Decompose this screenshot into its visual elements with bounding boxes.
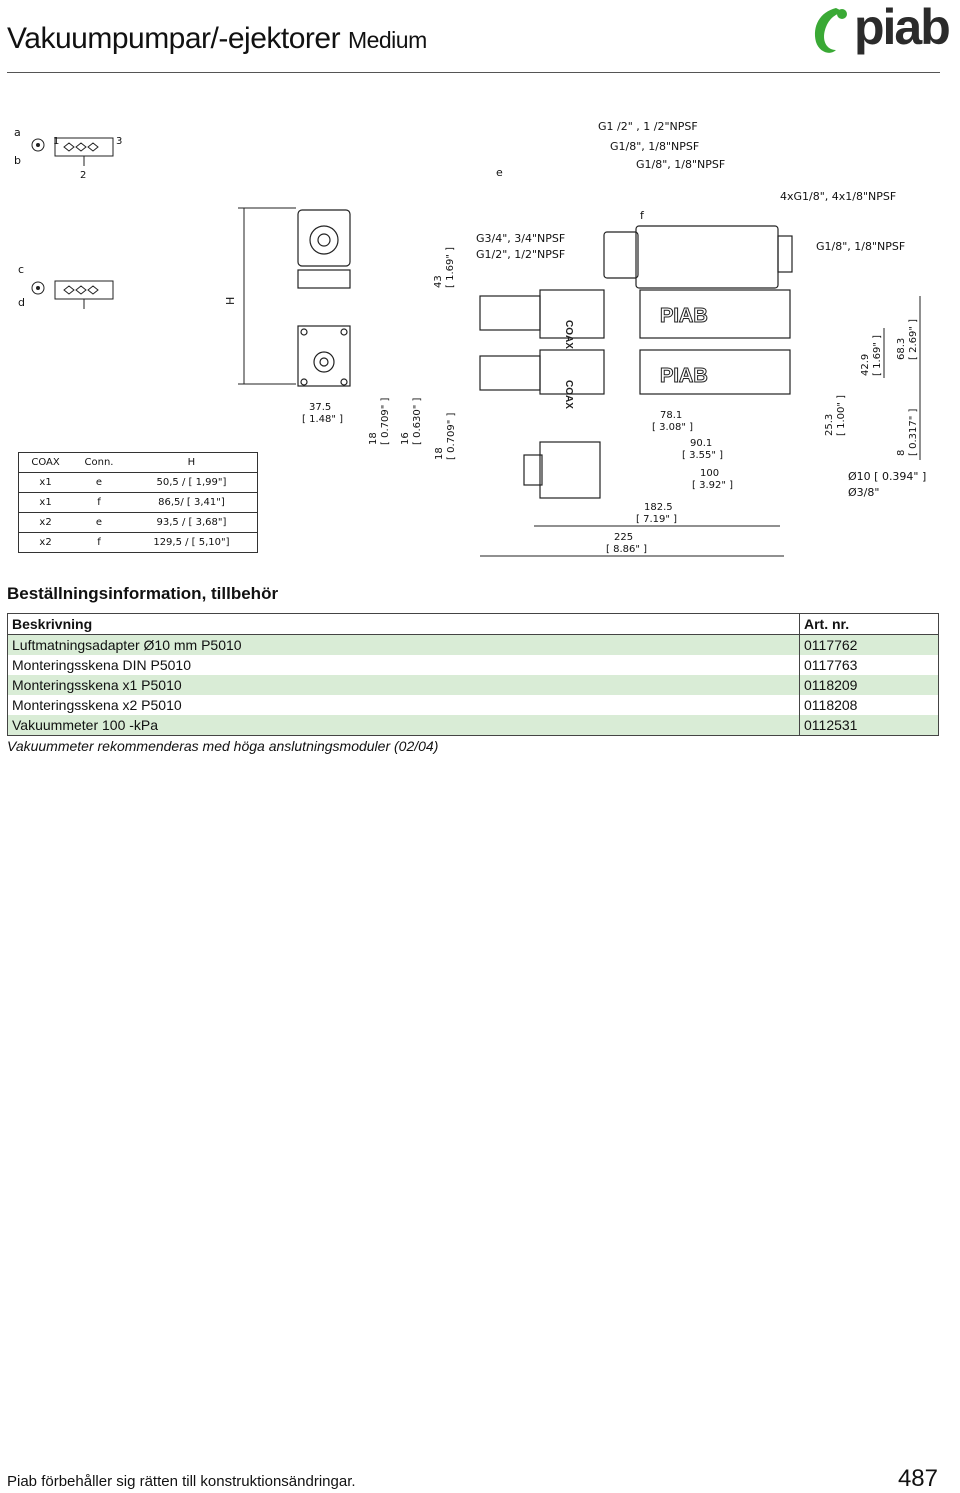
coax-header-conn: Conn.: [72, 453, 126, 473]
coax-table-row: [19, 493, 258, 513]
dim-225-inch: [ 8.86" ]: [606, 544, 648, 555]
table-row: [8, 655, 939, 675]
title-subtitle: Medium: [347, 27, 427, 53]
dim-37-5-inch: [ 1.48" ]: [302, 414, 344, 425]
coax-table-row: [19, 533, 258, 553]
dim-68-3-inch: [ 2.69" ]: [908, 318, 919, 360]
dim-42-9-inch: [ 1.69" ]: [872, 334, 883, 376]
coax-cell: x2: [19, 513, 73, 533]
symbol-label-c: c: [18, 263, 25, 276]
logo-wordmark: piab: [854, 0, 949, 55]
dim-25-3-inch: [ 1.00" ]: [836, 394, 847, 436]
header-description: Beskrivning: [8, 614, 800, 635]
coax-height-table: [18, 452, 258, 553]
dim-18: 18: [368, 432, 379, 445]
callout-g12: G1 /2" , 1 /2"NPSF: [598, 120, 698, 133]
callout-g18c: G1/8", 1/8"NPSF: [816, 240, 906, 253]
port-e-label: e: [496, 166, 503, 179]
row-description: Monteringsskena x2 P5010: [8, 695, 800, 715]
callout-g18b: G1/8", 1/8"NPSF: [636, 158, 726, 171]
row-description: Luftmatningsadapter Ø10 mm P5010: [8, 635, 800, 656]
main-pump-body: [480, 226, 792, 498]
coax-cell: 129,5 / [ 5,10"]: [126, 533, 258, 553]
coax-header-coax: COAX: [19, 453, 73, 473]
dim-90-1-inch: [ 3.55" ]: [682, 450, 724, 461]
coax-mark-1: COAX: [563, 320, 574, 349]
coax-cell: 93,5 / [ 3,68"]: [126, 513, 258, 533]
dim-182-5: 182.5: [644, 502, 673, 513]
row-description: Vakuummeter 100 -kPa: [8, 715, 800, 736]
dim-182-5-inch: [ 7.19" ]: [636, 514, 678, 525]
coax-header-h: H: [126, 453, 258, 473]
row-art-nr: 0117763: [800, 655, 939, 675]
dim-100-inch: [ 3.92" ]: [692, 480, 734, 491]
dim-225: 225: [614, 532, 634, 543]
symbol-label-d: d: [18, 296, 25, 309]
header-art-nr: Art. nr.: [800, 614, 939, 635]
coax-cell: x2: [19, 533, 73, 553]
callout-g18a: G1/8", 1/8"NPSF: [610, 140, 700, 153]
dim-16-inch: [ 0.630" ]: [412, 397, 423, 445]
table-row: [8, 715, 939, 736]
coax-cell: x1: [19, 493, 73, 513]
coax-mark-2: COAX: [563, 380, 574, 409]
dim-100: 100: [700, 468, 720, 479]
coax-cell: e: [72, 473, 126, 493]
table-note: Vakuummeter rekommenderas med höga anslutningsmoduler (02/04): [7, 738, 439, 754]
dim-78-1-inch: [ 3.08" ]: [652, 422, 694, 433]
dim-8-inch: [ 0.317" ]: [908, 408, 919, 456]
dim-18b-inch: [ 0.709" ]: [446, 412, 457, 460]
row-description: Monteringsskena x1 P5010: [8, 675, 800, 695]
coax-table-row: [19, 473, 258, 493]
row-art-nr: 0118208: [800, 695, 939, 715]
row-description: Monteringsskena DIN P5010: [8, 655, 800, 675]
dim-43-inch: [ 1.69" ]: [445, 246, 456, 288]
dim-78-1: 78.1: [660, 410, 683, 421]
piab-logo: [806, 0, 958, 58]
footer-disclaimer: Piab förbehåller sig rätten till konstruktionsändringar.: [7, 1473, 356, 1490]
piab-mark-2: PIAB: [660, 365, 708, 387]
order-table: [7, 613, 939, 736]
port-f-label: f: [640, 209, 644, 222]
table-row: [8, 695, 939, 715]
logo-swoosh-icon: [806, 4, 856, 58]
header-divider: [7, 72, 940, 73]
table-row: [8, 675, 939, 695]
section-title: Beställningsinformation, tillbehör: [7, 584, 279, 603]
order-table-header: [8, 614, 939, 635]
callout-4x: 4xG1/8", 4x1/8"NPSF: [780, 190, 897, 203]
coax-cell: 86,5/ [ 3,41"]: [126, 493, 258, 513]
pneumatic-symbol-cd: [32, 281, 113, 309]
coax-cell: x1: [19, 473, 73, 493]
coax-table-row: [19, 513, 258, 533]
symbol-port-2: 2: [80, 170, 87, 181]
callout-phi38: Ø3/8": [848, 486, 880, 499]
coax-cell: 50,5 / [ 1,99"]: [126, 473, 258, 493]
table-row: [8, 635, 939, 656]
dim-90-1: 90.1: [690, 438, 713, 449]
dim-43: 43: [433, 275, 444, 288]
dim-25-3: 25.3: [824, 413, 835, 436]
pneumatic-symbol-ab: [32, 138, 113, 166]
title-main: Vakuumpumpar/-ejektorer: [7, 22, 341, 55]
dim-8: 8: [896, 449, 907, 456]
row-art-nr: 0112531: [800, 715, 939, 736]
coax-cell: e: [72, 513, 126, 533]
coax-cell: f: [72, 533, 126, 553]
symbol-port-1: 1: [53, 136, 60, 147]
dim-18-inch: [ 0.709" ]: [380, 397, 391, 445]
h-dimension-label: H: [224, 296, 237, 305]
page-number: 487: [897, 1465, 938, 1492]
row-art-nr: 0118209: [800, 675, 939, 695]
page-title: [7, 22, 427, 56]
callout-g12b: G1/2", 1/2"NPSF: [476, 248, 566, 261]
symbol-label-a: a: [14, 126, 21, 139]
symbol-port-3: 3: [116, 136, 123, 147]
dim-42-9: 42.9: [860, 353, 871, 376]
dim-16: 16: [400, 432, 411, 445]
coax-cell: f: [72, 493, 126, 513]
callout-g34: G3/4", 3/4"NPSF: [476, 232, 566, 245]
symbol-label-b: b: [14, 154, 21, 167]
dim-18b: 18: [434, 447, 445, 460]
coax-table-header: [19, 453, 258, 473]
row-art-nr: 0117762: [800, 635, 939, 656]
dim-68-3: 68.3: [896, 337, 907, 360]
piab-mark-1: PIAB: [660, 305, 708, 327]
side-view-pump: [298, 210, 350, 386]
callout-phi10: Ø10 [ 0.394" ]: [848, 470, 927, 483]
dim-37-5: 37.5: [309, 402, 332, 413]
